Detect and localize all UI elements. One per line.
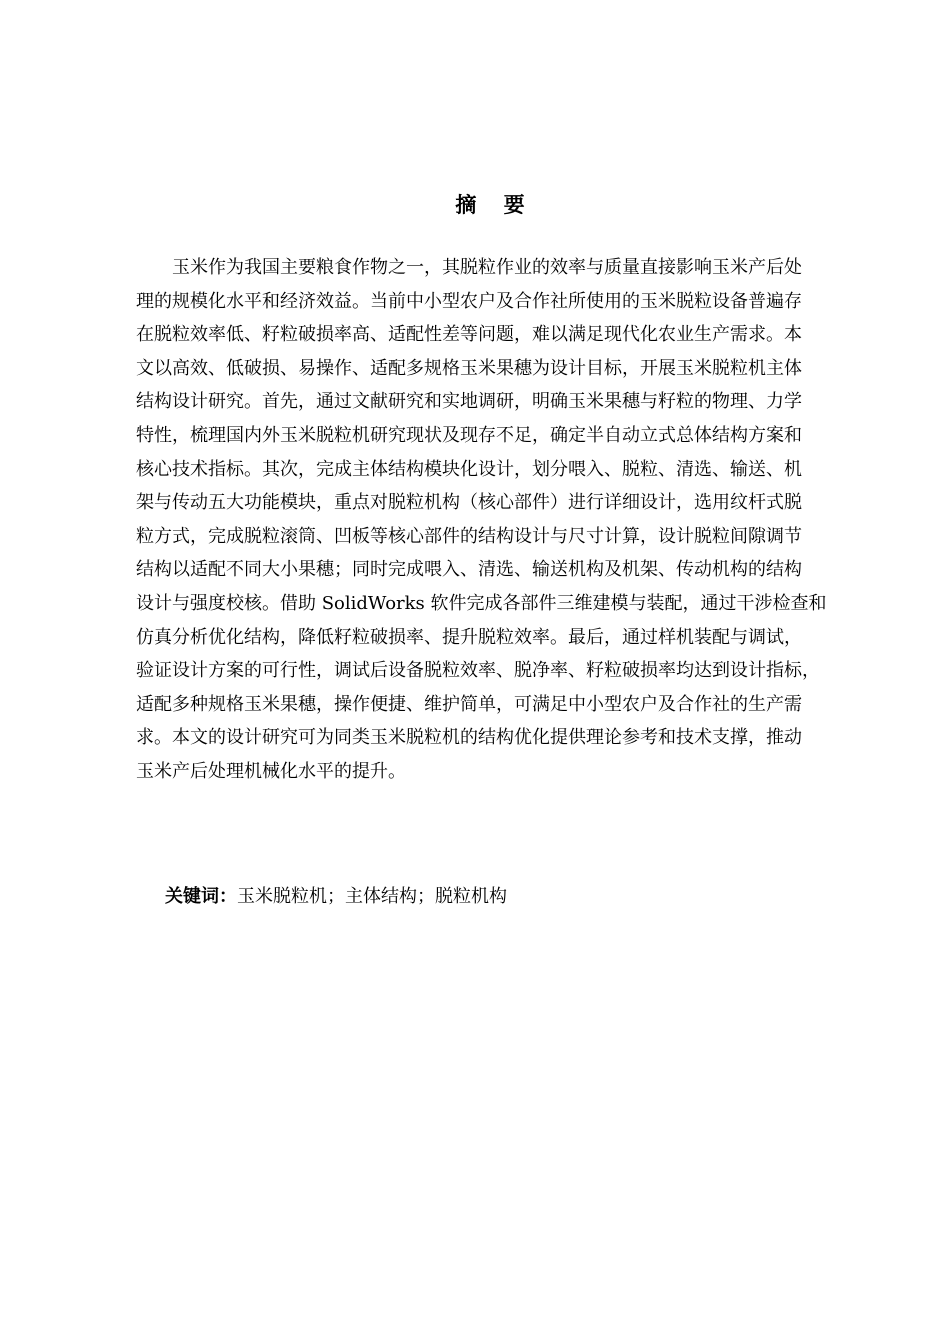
abstract-line: 结构以适配不同大小果穗；同时完成喂入、清选、输送机构及机架、传动机构的结构 — [136, 559, 802, 581]
abstract-line: 特性，梳理国内外玉米脱粒机研究现状及现存不足，确定半自动立式总体结构方案和 — [136, 424, 802, 446]
abstract-line: 理的规模化水平和经济效益。当前中小型农户及合作社所使用的玉米脱粒设备普遍存 — [136, 290, 802, 312]
abstract-title: 摘 要 — [455, 193, 535, 217]
abstract-line: 玉米产后处理机械化水平的提升。 — [136, 760, 406, 782]
abstract-line: 文以高效、低破损、易操作、适配多规格玉米果穗为设计目标，开展玉米脱粒机主体 — [136, 357, 802, 379]
abstract-line: 仿真分析优化结构，降低籽粒破损率、提升脱粒效率。最后，通过样机装配与调试， — [136, 626, 802, 648]
abstract-line: 设计与强度校核。借助 SolidWorks 软件完成各部件三维建模与装配，通过干涉检查和 — [136, 592, 827, 614]
keywords-value: 玉米脱粒机；主体结构；脱粒机构 — [237, 886, 507, 907]
abstract-line: 验证设计方案的可行性，调试后设备脱粒效率、脱净率、籽粒破损率均达到设计指标， — [136, 660, 820, 682]
abstract-line: 架与传动五大功能模块，重点对脱粒机构（核心部件）进行详细设计，选用纹杆式脱 — [136, 492, 802, 514]
abstract-line: 求。本文的设计研究可为同类玉米脱粒机的结构优化提供理论参考和技术支撑，推动 — [136, 727, 802, 749]
keywords-label: 关键词： — [165, 886, 237, 907]
abstract-line: 适配多种规格玉米果穗，操作便捷、维护简单，可满足中小型农户及合作社的生产需 — [136, 693, 802, 715]
abstract-line: 粒方式，完成脱粒滚筒、凹板等核心部件的结构设计与尺寸计算，设计脱粒间隙调节 — [136, 525, 802, 547]
abstract-line: 玉米作为我国主要粮食作物之一，其脱粒作业的效率与质量直接影响玉米产后处 — [172, 257, 802, 278]
abstract-line: 结构设计研究。首先，通过文献研究和实地调研，明确玉米果穗与籽粒的物理、力学 — [136, 391, 802, 413]
abstract-line: 核心技术指标。其次，完成主体结构模块化设计，划分喂入、脱粒、清选、输送、机 — [136, 458, 802, 480]
keywords — [165, 882, 507, 912]
abstract-body — [136, 251, 863, 789]
abstract-line: 在脱粒效率低、籽粒破损率高、适配性差等问题，难以满足现代化农业生产需求。本 — [136, 324, 802, 346]
